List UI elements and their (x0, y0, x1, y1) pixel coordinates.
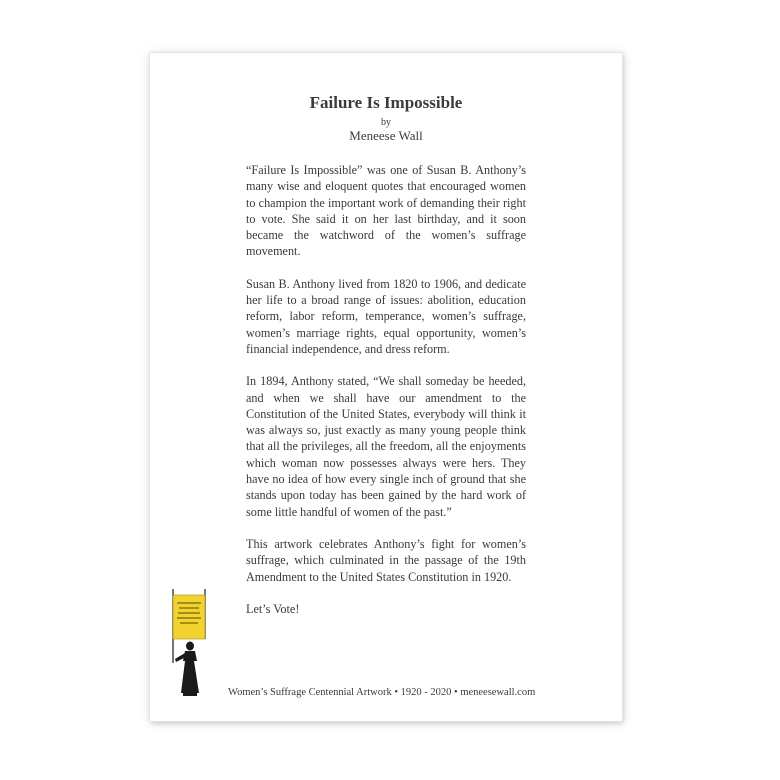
paragraph-artwork: This artwork celebrates Anthony’s fight for women’s suffrage, which culminated in the passage of the 19th Amendment to the United States Constitution in 1920. (246, 536, 526, 584)
author-name: Meneese Wall (349, 128, 423, 143)
document-card (150, 53, 622, 721)
paragraph-quote: In 1894, Anthony stated, “We shall someday be heeded, and when we shall have our amendment to the Constitution of the United States, everybody will think it was always so, just exactly as many young people think that all the privileges, all the freedom, all the enjoyments which woman now possesses always were hers. They have no idea of how every single inch of ground that she stands upon today has been gained by the hard work of some little handful of women of the past.” (246, 374, 526, 519)
paragraph-closing: Let’s Vote! (246, 601, 300, 616)
document-title: Failure Is Impossible (309, 93, 463, 112)
byline-prefix: by (381, 117, 391, 128)
document-body (246, 162, 526, 633)
document-footer: Women’s Suffrage Centennial Artwork • 1920 - 2020 • meneesewall.com (228, 687, 536, 698)
suffragist-with-banner-icon (170, 589, 210, 701)
paragraph-biography: Susan B. Anthony lived from 1820 to 1906, and dedicate her life to a broad range of issues: abolition, education reform, labor reform, temperance, women’s suffrage, women’s marriage rights, equal opportunity, women’s financial independence, and dress reform. (246, 276, 526, 356)
paragraph-intro: “Failure Is Impossible” was one of Susan B. Anthony’s many wise and eloquent quotes that encouraged women to champion the important work of demanding their right to vote. She said it on her last birthday, and it soon became the watchword of the women’s suffrage movement. (246, 163, 526, 259)
